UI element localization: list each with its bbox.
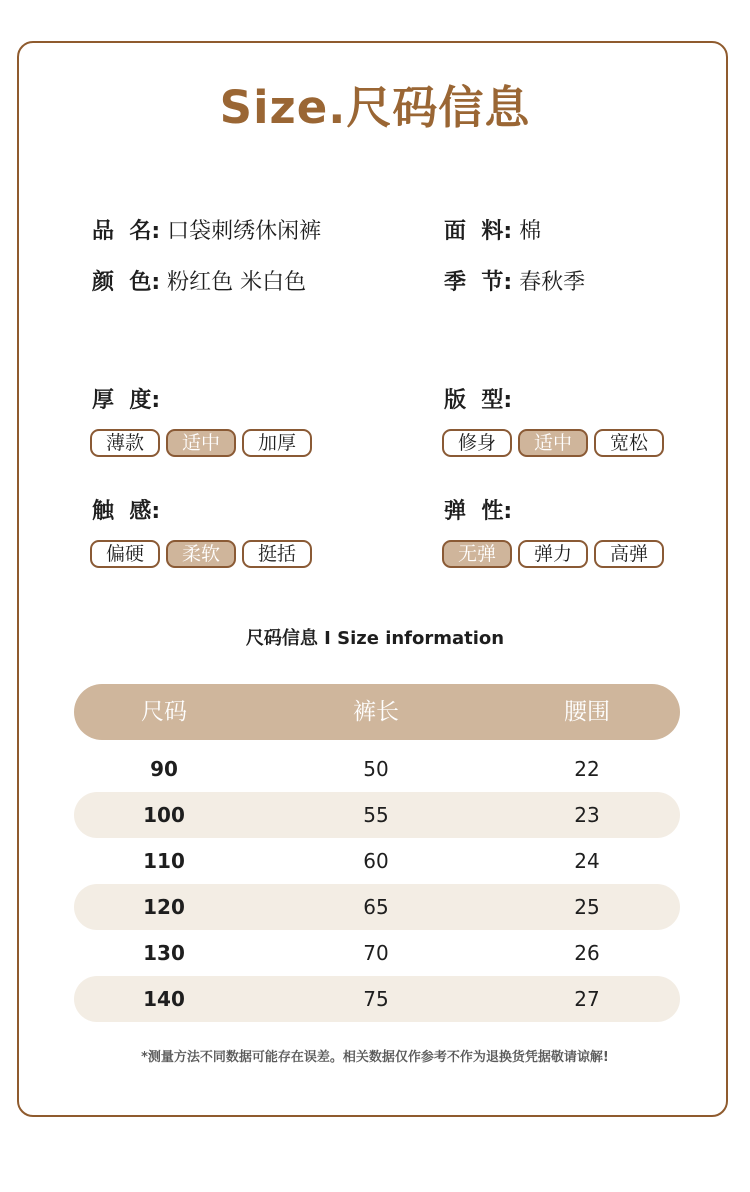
- fit-option-0: 修身: [442, 429, 512, 457]
- fit-option-1: 适中: [518, 429, 588, 457]
- elasticity-label: 弹 性:: [444, 499, 513, 524]
- fit-option-2: 宽松: [594, 429, 664, 457]
- touch-option-1: 柔软: [166, 540, 236, 568]
- cell-waist: 26: [574, 941, 600, 965]
- thickness-options: [90, 429, 312, 457]
- product-name-label: 品 名:: [92, 219, 161, 244]
- table-row: [74, 930, 680, 976]
- elasticity-options: [442, 540, 664, 568]
- thickness-option-2: 加厚: [242, 429, 312, 457]
- product-season-value: 春秋季: [519, 270, 586, 295]
- product-season-label: 季 节:: [444, 270, 513, 295]
- table-row: [74, 792, 680, 838]
- cell-length: 55: [363, 803, 389, 827]
- product-color-label: 颜 色:: [92, 270, 161, 295]
- elasticity-option-0: 无弹: [442, 540, 512, 568]
- cell-length: 75: [363, 987, 389, 1011]
- table-row: [74, 884, 680, 930]
- product-color: [92, 268, 306, 298]
- cell-size: 130: [143, 941, 185, 965]
- cell-length: 65: [363, 895, 389, 919]
- product-color-value: 粉红色 米白色: [167, 270, 307, 295]
- cell-waist: 25: [574, 895, 600, 919]
- product-fabric-value: 棉: [519, 219, 542, 244]
- elasticity-option-2: 高弹: [594, 540, 664, 568]
- cell-size: 110: [143, 849, 185, 873]
- cell-length: 70: [363, 941, 389, 965]
- disclaimer-note: *测量方法不同数据可能存在误差。相关数据仅作参考不作为退换货凭据敬请谅解!: [141, 1050, 609, 1065]
- product-name-value: 口袋刺绣休闲裤: [167, 219, 322, 244]
- cell-size: 90: [150, 757, 178, 781]
- table-row: [74, 976, 680, 1022]
- size-table-header: [74, 684, 680, 740]
- fit-label: 版 型:: [444, 388, 513, 413]
- cell-waist: 23: [574, 803, 600, 827]
- elasticity-option-1: 弹力: [518, 540, 588, 568]
- cell-waist: 24: [574, 849, 600, 873]
- cell-waist: 22: [574, 757, 600, 781]
- cell-size: 100: [143, 803, 185, 827]
- thickness-option-1: 适中: [166, 429, 236, 457]
- thickness-label: 厚 度:: [92, 388, 161, 413]
- product-name: [92, 217, 321, 247]
- fit-options: [442, 429, 664, 457]
- touch-option-0: 偏硬: [90, 540, 160, 568]
- touch-option-2: 挺括: [242, 540, 312, 568]
- product-fabric: [444, 217, 541, 247]
- table-row: [74, 838, 680, 884]
- page-title: Size.尺码信息: [219, 81, 531, 134]
- product-fabric-label: 面 料:: [444, 219, 513, 244]
- cell-length: 50: [363, 757, 389, 781]
- header-waist: 腰围: [564, 699, 610, 725]
- cell-waist: 27: [574, 987, 600, 1011]
- table-row: [74, 746, 680, 792]
- header-length: 裤长: [353, 699, 399, 725]
- thickness-option-0: 薄款: [90, 429, 160, 457]
- header-size: 尺码: [141, 699, 187, 725]
- cell-size: 140: [143, 987, 185, 1011]
- cell-size: 120: [143, 895, 185, 919]
- touch-label: 触 感:: [92, 499, 161, 524]
- product-season: [444, 268, 585, 298]
- touch-options: [90, 540, 312, 568]
- size-table-title: 尺码信息 I Size information: [245, 628, 505, 649]
- cell-length: 60: [363, 849, 389, 873]
